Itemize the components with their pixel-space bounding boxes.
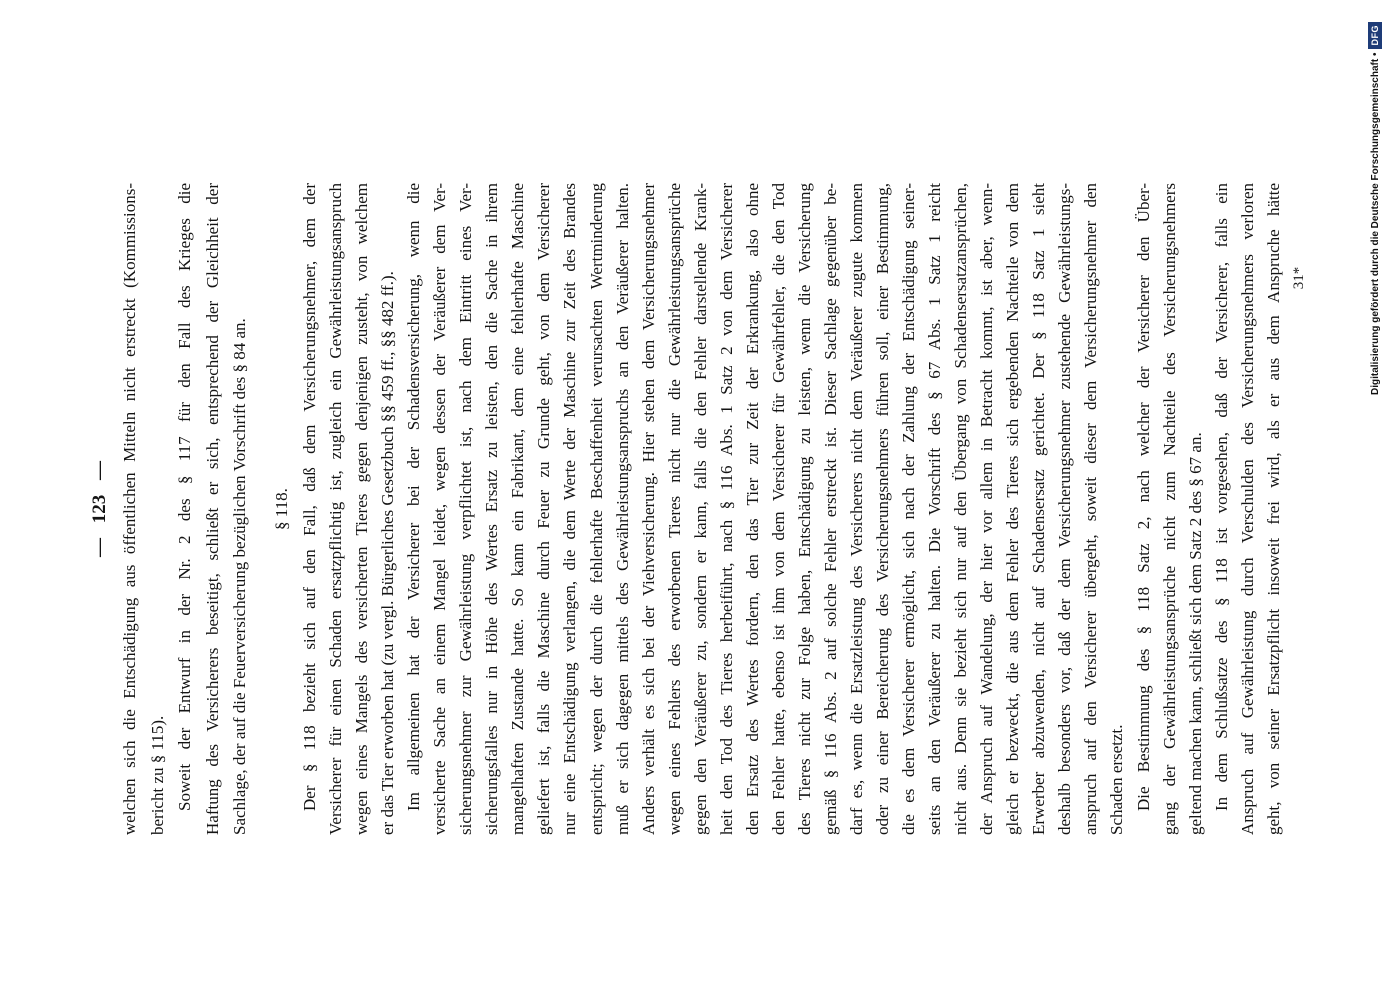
text-line: In dem Schlußsatze des § 118 ist vorgesehen, daß der Versicherer, falls ein [1211,183,1231,811]
text-block-top [116,183,254,835]
text-line: der Anspruch auf Wandelung, der hier vor allem in Betracht kommt, ist aber, wenn- [977,183,997,835]
text-line: Anders verhält es sich bei der Viehversicherung. Hier stehen dem Versicherungsnehmer [638,183,658,835]
dfg-credit-strip [1367,5,1383,395]
text-line: Erwerber abzuwenden, nicht auf Schadensersatz gerichtet. Der § 118 Satz 1 sieht [1029,183,1049,835]
text-line: gang der Gewährleistungsansprüche nicht zum Nachteile des Versicherungsnehmers [1159,183,1179,835]
text-line: versicherte Sache an einem Mangel leidet, wegen dessen der Veräußerer dem Ver- [430,183,450,835]
text-line: Versicherer für einen Schaden ersatzpflichtig ist, zugleich ein Gewährleistungsanspruch [326,183,346,835]
text-line: gemäß § 116 Abs. 2 auf solche Fehler erstreckt ist. Dieser Sachlage gegenüber be- [820,183,840,835]
text-line: des Tieres nicht zur Folge haben, Entschädigung zu leisten, wenn die Versicherung [794,183,814,835]
text-line: gegen den Veräußerer zu, sondern er kann, falls die den Fehler darstellende Krank- [690,183,710,835]
text-line: Der § 118 bezieht sich auf den Fall, daß dem Versicherungsnehmer, dem der [300,183,319,811]
text-line: Sachlage, der auf die Feuerversicherung bezüglichen Vorschrift des § 84 an. [230,318,249,835]
paragraph [401,183,1130,835]
section-heading: § 118. [272,488,291,530]
dfg-logo: DFG [1368,22,1382,49]
text-line: muß er sich dagegen mittels des Gewährleistungsanspruchs an den Veräußerer halten. [612,183,632,835]
text-line: Soweit der Entwurf in der Nr. 2 des § 117 für den Fall des Krieges die [175,183,194,811]
paragraph [171,183,254,835]
text-line: Haftung des Versicherers beseitigt, schließt er sich, entsprechend der Gleichheit der [202,183,222,835]
text-line: entspricht; wegen der durch die fehlerhafte Beschaffenheit verursachten Wertminderung [586,183,606,835]
text-line: Die Bestimmung des § 118 Satz 2, nach welcher der Versicherer den Über- [1133,183,1153,811]
text-block-main [297,183,1287,835]
paragraph [297,183,401,835]
text-line: die es dem Versicherer ermöglicht, sich nach der Zahlung der Entschädigung seiner- [899,183,919,835]
text-line: gleich er bezweckt, die aus dem Fehler des Tieres sich ergebenden Nachteile von dem [1003,183,1023,835]
page-number-header: — 123 — [89,461,110,557]
paragraph [1209,183,1287,835]
text-line: darf es, wenn die Ersatzleistung des Versicherers nicht dem Veräußerer zugute kommen [846,183,866,835]
text-line: wegen eines Mangels des versicherten Tieres gegen denjenigen zusteht, von welchem [352,183,372,835]
text-line: nicht aus. Denn sie bezieht sich nur auf den Übergang von Schadensersatzansprüchen, [951,183,971,835]
text-line: den Fehler hatte, ebenso ist ihm von dem Versicherer für Gewährfehler, die den Tod [768,183,788,835]
text-line: nur eine Entschädigung verlangen, die dem Werte der Maschine zur Zeit des Brandes [560,183,580,835]
text-line: geliefert ist, falls die Maschine durch Feuer zu Grunde geht, von dem Versicherer [534,183,554,835]
paragraph [116,183,171,835]
text-line: anspruch auf den Versicherer übergeht, soweit dieser dem Versicherungsnehmer den [1081,183,1101,835]
text-line: Schaden ersetzt. [1107,724,1127,835]
text-line: seits an den Veräußerer zu halten. Die Vorschrift des § 67 Abs. 1 Satz 1 reicht [925,183,945,835]
text-line: wegen eines Fehlers des erworbenen Tieres nicht nur die Gewährleistungsansprüche [664,183,684,835]
text-line: geltend machen kann, schließt sich dem Satz 2 des § 67 an. [1185,432,1205,835]
text-line: oder zu einer Bereicherung des Versicherungsnehmers führen soll, einer Bestimmung, [873,183,893,835]
text-line: deshalb besonders vor, daß der dem Versicherungsnehmer zustehende Gewährleistungs- [1055,183,1075,835]
text-line: heit den Tod des Tieres herbeiführt, nach § 116 Abs. 1 Satz 2 von dem Versicherer [716,183,736,835]
text-line: Im allgemeinen hat der Versicherer bei der Schadensversicherung, wenn die [404,183,424,811]
text-line: geht, von seiner Ersatzpflicht insoweit frei wird, als er aus dem Anspruche hätte [1263,183,1283,835]
signature-mark: 31* [1291,266,1307,290]
text-line: mangelhaften Zustande hatte. So kann ein Fabrikant, dem eine fehlerhafte Maschine [508,183,528,835]
text-line: den Ersatz des Wertes fordern, den das Tier zur Zeit der Erkrankung, also ohne [742,183,762,835]
text-line: bericht zu § 115). [147,715,167,835]
paragraph [1131,183,1209,835]
text-line: sicherungsfalles nur in Höhe des Wertes Ersatz zu leisten, den die Sache in ihrem [482,183,502,835]
dfg-credit-text: Digitalisierung gefördert durch die Deutsche Forschungsgemeinschaft • [1369,52,1381,395]
text-line: Anspruch auf Gewährleistung durch Verschulden des Versicherungsnehmers verloren [1237,183,1257,835]
text-line: sicherungsnehmer zur Gewährleistung verpflichtet ist, nach dem Eintritt eines Ver- [456,183,476,835]
text-line: er das Tier erworben hat (zu vergl. Bürgerliches Gesetzbuch §§ 459 ff., §§ 482 ff.). [378,271,398,835]
text-line: welchen sich die Entschädigung aus öffentlichen Mitteln nicht erstreckt (Kommissions- [120,183,139,835]
